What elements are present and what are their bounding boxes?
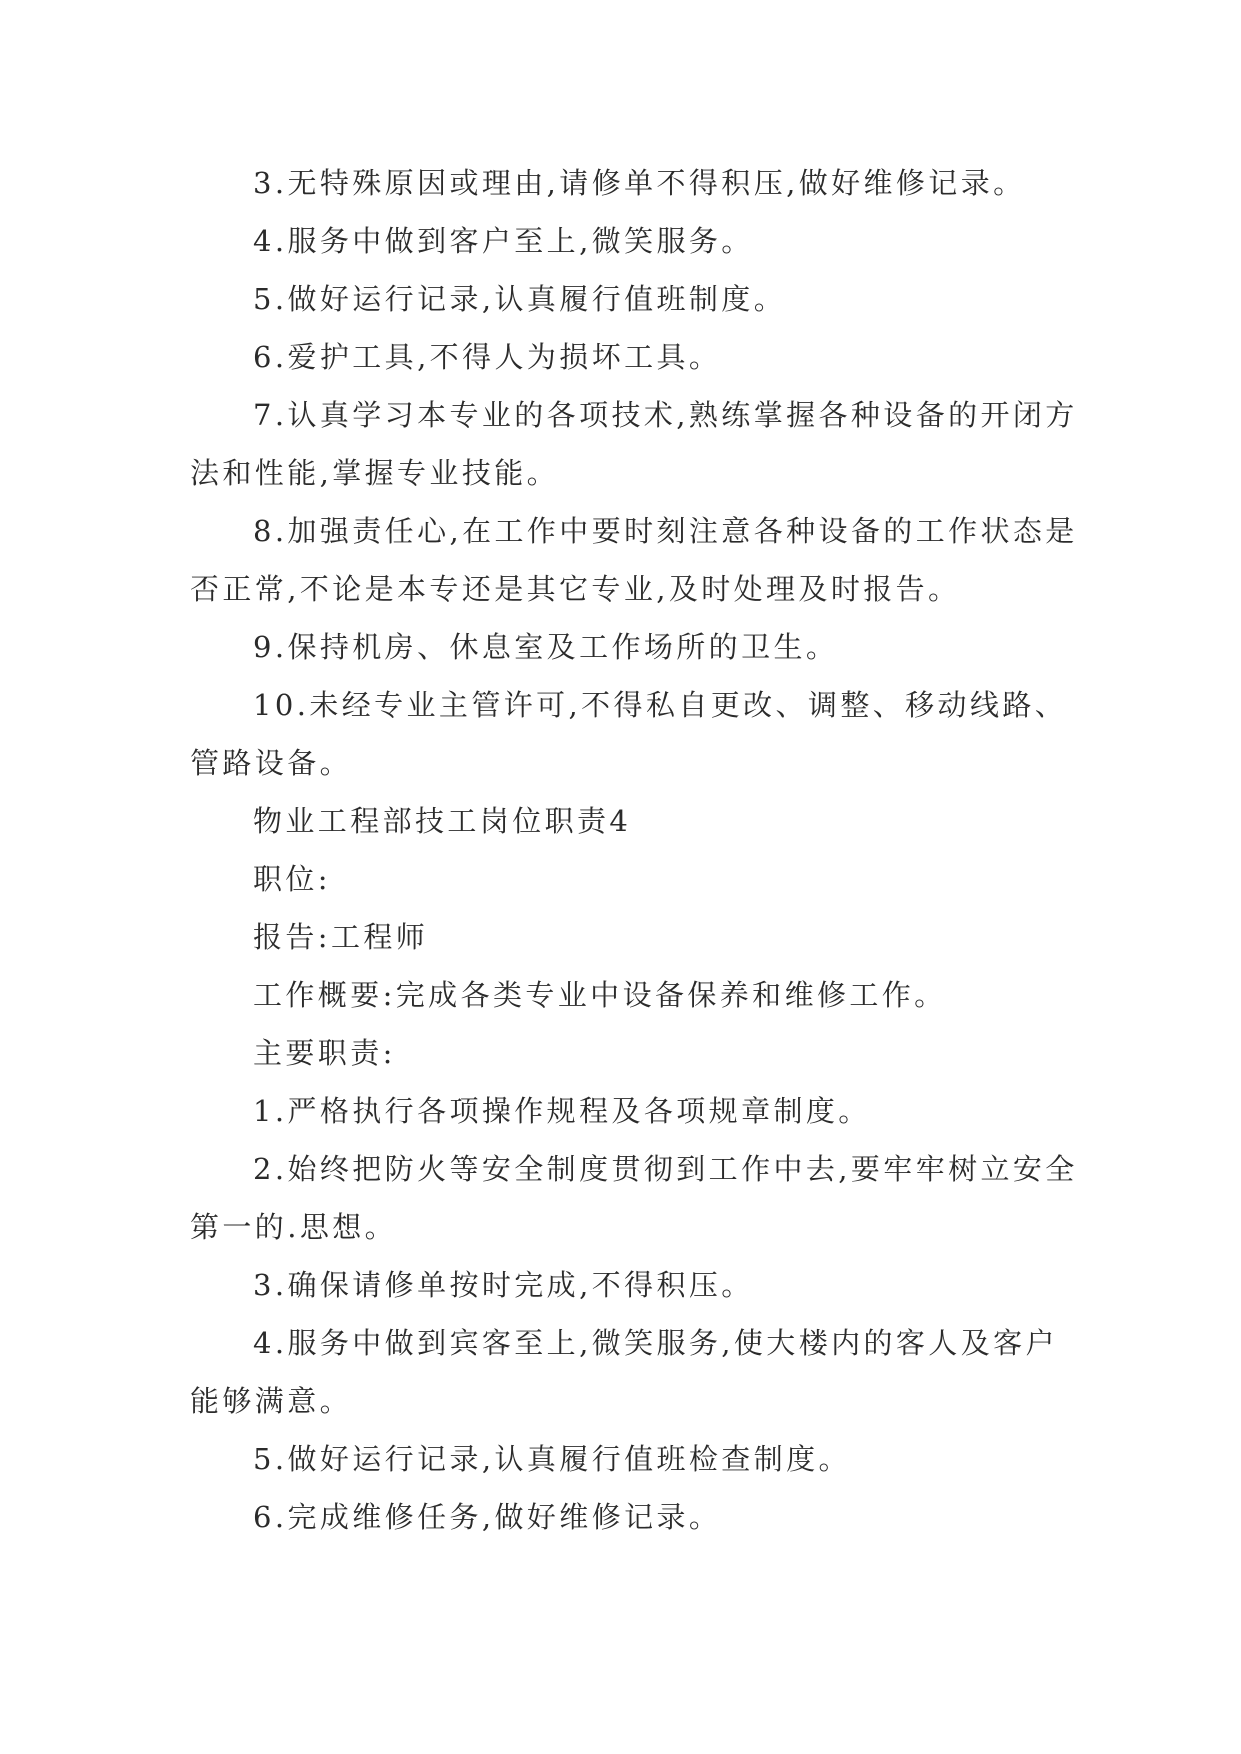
document-body [190, 154, 1090, 1546]
position-line: 职位: [253, 862, 331, 896]
paragraph: 10.未经专业主管许可,不得私自更改、调整、移动线路、管路设备。 [190, 688, 1068, 780]
paragraph: 4.服务中做到客户至上,微笑服务。 [253, 224, 754, 258]
paragraph: 2.始终把防火等安全制度贯彻到工作中去,要牢牢树立安全第一的.思想。 [190, 1152, 1078, 1244]
section-title: 物业工程部技工岗位职责4 [253, 804, 632, 838]
paragraph: 4.服务中做到宾客至上,微笑服务,使大楼内的客人及客户能够满意。 [190, 1326, 1058, 1418]
report-line: 报告:工程师 [253, 920, 429, 954]
paragraph: 7.认真学习本专业的各项技术,熟练掌握各种设备的开闭方法和性能,掌握专业技能。 [190, 398, 1078, 490]
paragraph: 8.加强责任心,在工作中要时刻注意各种设备的工作状态是否正常,不论是本专还是其它专业,及时处理及时报告。 [190, 514, 1078, 606]
paragraph: 9.保持机房、休息室及工作场所的卫生。 [253, 630, 839, 664]
paragraph: 3.确保请修单按时完成,不得积压。 [253, 1268, 754, 1302]
paragraph: 1.严格执行各项操作规程及各项规章制度。 [253, 1094, 871, 1128]
main-duties-heading: 主要职责: [253, 1036, 396, 1070]
paragraph: 5.做好运行记录,认真履行值班制度。 [253, 282, 787, 316]
job-summary-line: 工作概要:完成各类专业中设备保养和维修工作。 [253, 978, 947, 1012]
paragraph: 5.做好运行记录,认真履行值班检查制度。 [253, 1442, 851, 1476]
paragraph: 6.爱护工具,不得人为损坏工具。 [253, 340, 722, 374]
paragraph: 3.无特殊原因或理由,请修单不得积压,做好维修记录。 [253, 166, 1026, 200]
paragraph: 6.完成维修任务,做好维修记录。 [253, 1500, 722, 1534]
